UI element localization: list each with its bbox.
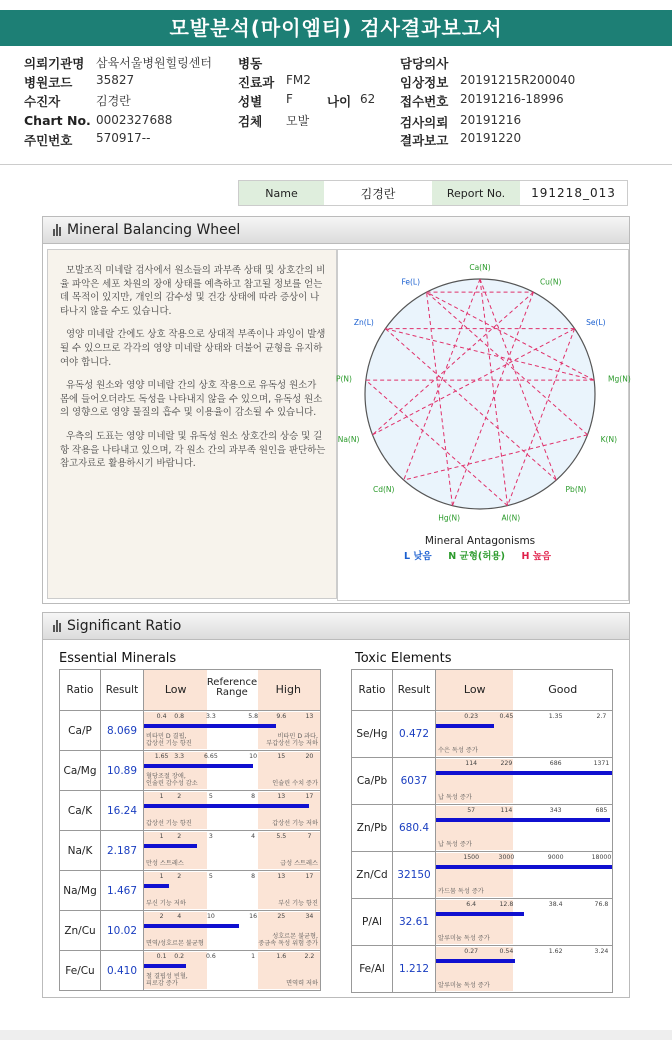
ratio-result: 680.4	[393, 805, 436, 852]
col-range	[144, 670, 321, 711]
ratio-name: Ca/Pb	[352, 758, 393, 805]
element-label: Se(L)	[586, 317, 606, 327]
doctor-label: 담당의사	[400, 56, 449, 71]
tick-label: 17	[305, 793, 314, 800]
legend-low: L 낮음	[404, 551, 432, 562]
ratio-row	[60, 751, 321, 791]
tick-label: 8	[251, 873, 256, 880]
tick-label: 0.2	[174, 953, 185, 960]
col-result: Result	[393, 670, 436, 711]
ratio-bar	[436, 724, 494, 728]
tick-label: 9000	[547, 854, 564, 861]
ratio-row	[352, 758, 613, 805]
ratio-result: 6037	[393, 758, 436, 805]
ratio-row	[60, 951, 321, 991]
tick-label: 5	[208, 873, 213, 880]
essential-table	[59, 669, 321, 991]
ratio-result: 16.24	[101, 791, 144, 831]
col-low: Low	[164, 683, 187, 696]
hospital-code-label: 병원코드	[24, 75, 73, 90]
ratio-bar-cell	[144, 791, 321, 831]
tick-label: 25	[277, 913, 286, 920]
report-date-value: 20191220	[460, 131, 522, 145]
col-good: Good	[548, 683, 578, 696]
essential-title: Essential Minerals	[59, 651, 177, 666]
tick-label: 1	[159, 833, 164, 840]
institution-label: 의뢰기관명	[24, 56, 85, 71]
tick-label: 13	[277, 793, 286, 800]
col-low: Low	[463, 683, 486, 696]
toxic-title: Toxic Elements	[355, 651, 452, 666]
chart-icon	[53, 224, 61, 236]
ratio-name: Zn/Cd	[352, 852, 393, 899]
ratio-bar-cell	[144, 751, 321, 791]
wheel-paragraph: 우측의 도표는 영양 미네랄 및 유독성 원소 상호간의 상승 및 길항 작용을 나타내고 있으며, 각 원소 간의 과부족 원인을 판단하는 참고자료로 활용하시기 바랍니다.	[60, 430, 326, 470]
ratio-name: Se/Hg	[352, 711, 393, 758]
low-note: 납 독성 증가	[438, 794, 472, 801]
col-ref: Reference Range	[206, 677, 258, 698]
tick-label: 18000	[591, 854, 612, 861]
examinee-label: 수진자	[24, 94, 61, 109]
tick-label: 1	[159, 793, 164, 800]
tick-label: 1500	[463, 854, 480, 861]
low-note: 비타민 D 결핍, 갑상선 기능 항진	[146, 733, 192, 747]
high-note: 부신 기능 항진	[278, 900, 318, 907]
ratio-name: Na/K	[60, 831, 101, 871]
ratio-row	[60, 711, 321, 751]
resident-no-label: 주민번호	[24, 133, 73, 148]
receipt-label: 접수번호	[400, 94, 449, 109]
ratio-result: 0.472	[393, 711, 436, 758]
tick-label: 7	[307, 833, 312, 840]
ratio-bar-cell	[436, 946, 613, 993]
tick-label: 685	[595, 807, 608, 814]
tick-label: 1	[251, 953, 256, 960]
ratio-bar	[436, 818, 610, 822]
ratio-result: 32150	[393, 852, 436, 899]
ratio-name: Zn/Pb	[352, 805, 393, 852]
clinical-label: 임상정보	[400, 75, 449, 90]
element-label: Mg(N)	[608, 374, 631, 384]
low-note: 알루미늄 독성 증가	[438, 935, 490, 942]
tick-label: 13	[305, 713, 314, 720]
ratio-name: Fe/Al	[352, 946, 393, 993]
element-label: P(N)	[335, 374, 352, 384]
high-note: 비타민 D 과다, 부갑상선 기능 저하	[266, 733, 318, 747]
tick-label: 57	[467, 807, 476, 814]
tick-label: 6.4	[466, 901, 477, 908]
tick-label: 5.8	[248, 713, 259, 720]
tick-label: 34	[305, 913, 314, 920]
dept-label: 진료과	[238, 75, 275, 90]
tick-label: 9.6	[276, 713, 287, 720]
tick-label: 2.7	[596, 713, 607, 720]
tick-label: 3000	[498, 854, 515, 861]
tick-label: 114	[465, 760, 478, 767]
ratio-bar	[436, 865, 612, 869]
col-high: High	[275, 683, 301, 696]
report-no-value: 191218_013	[531, 186, 616, 200]
tick-label: 0.54	[499, 948, 514, 955]
divider	[0, 164, 672, 165]
tick-label: 3.3	[174, 753, 185, 760]
tick-label: 6.65	[203, 753, 218, 760]
low-note: 카드뮴 독성 증가	[438, 888, 484, 895]
low-note: 부신 기능 저하	[146, 900, 186, 907]
tick-label: 2	[177, 873, 182, 880]
ratio-bar	[436, 771, 612, 775]
tick-label: 5	[208, 793, 213, 800]
element-label: Pb(N)	[565, 485, 587, 495]
tick-label: 0.1	[156, 953, 167, 960]
element-label: Cu(N)	[539, 277, 562, 287]
ratio-bar	[436, 959, 515, 963]
age-label: 나이	[327, 94, 352, 109]
ratio-heading	[43, 613, 629, 640]
tick-label: 76.8	[594, 901, 609, 908]
tick-label: 3.3	[205, 713, 216, 720]
ratio-result: 32.61	[393, 899, 436, 946]
ratio-bar-cell	[144, 871, 321, 911]
age-value: 62	[360, 92, 376, 106]
tick-label: 1.6	[276, 953, 287, 960]
ratio-bar-cell	[144, 951, 321, 991]
high-note: 성호르몬 불균형, 중금속 독성 위험 증가	[258, 933, 318, 947]
tick-label: 2	[177, 833, 182, 840]
tick-label: 8	[251, 793, 256, 800]
ratio-bar	[144, 924, 239, 928]
chart-icon	[53, 620, 61, 632]
request-value: 20191216	[460, 113, 522, 127]
element-label: Ca(N)	[469, 263, 491, 272]
tick-label: 4	[177, 913, 182, 920]
ratio-row	[60, 911, 321, 951]
ratio-bar	[144, 884, 169, 888]
col-ratio: Ratio	[352, 670, 393, 711]
tick-label: 0.8	[174, 713, 185, 720]
tick-label: 3	[208, 833, 213, 840]
wheel-description	[47, 249, 337, 599]
ratio-bar	[144, 844, 197, 848]
element-label: Zn(L)	[353, 317, 374, 327]
wheel-legend	[404, 548, 551, 562]
ratio-row	[352, 805, 613, 852]
tick-label: 3.24	[594, 948, 609, 955]
ratio-row	[60, 831, 321, 871]
sex-label: 성별	[238, 94, 263, 109]
ratio-row	[60, 871, 321, 911]
ratio-row	[352, 711, 613, 758]
tick-label: 20	[305, 753, 314, 760]
tick-label: 686	[549, 760, 562, 767]
ratio-bar	[144, 764, 253, 768]
dept-value: FM2	[286, 73, 311, 87]
ratio-bar-cell	[144, 831, 321, 871]
wheel-paragraph: 유독성 원소와 영양 미네랄 간의 상호 작용으로 유독성 원소가 몸에 들어오더라도 독성을 나타내지 않을 수 있으며, 유독성 원소의 영향으로 영양 물질의 흡수 및 이용율이 감소될 수 있습니다.	[60, 380, 323, 419]
tick-label: 5.5	[276, 833, 287, 840]
ratio-row	[352, 899, 613, 946]
chart-no-value: 0002327688	[96, 113, 173, 127]
wheel-diagram	[337, 249, 629, 601]
tick-label: 229	[500, 760, 513, 767]
col-ratio: Ratio	[60, 670, 101, 711]
tick-label: 4	[251, 833, 256, 840]
wheel-heading-text: Mineral Balancing Wheel	[67, 222, 241, 238]
institution-value: 삼육서울병원힐링센터	[96, 56, 212, 70]
ratio-section	[42, 612, 630, 998]
wheel-paragraph: 영양 미네랄 간에도 상호 작용으로 상대적 부족이나 과잉이 발생될 수 있으므로 각각의 영양 미네랄 상태와 더불어 균형을 유지하여야 합니다.	[60, 329, 326, 368]
ratio-row	[60, 791, 321, 831]
ratio-bar	[144, 964, 186, 968]
tick-label: 0.23	[464, 713, 479, 720]
examinee-value: 김경란	[96, 94, 131, 108]
report-date-label: 결과보고	[400, 133, 449, 148]
element-label: Cd(N)	[372, 485, 395, 495]
ratio-bar-cell	[436, 758, 613, 805]
col-result: Result	[101, 670, 144, 711]
tick-label: 0.27	[464, 948, 479, 955]
legend-high: H 높음	[521, 551, 552, 562]
tick-label: 10	[249, 753, 258, 760]
wheel-section	[42, 216, 630, 604]
hospital-code-value: 35827	[96, 73, 135, 87]
tick-label: 1	[159, 873, 164, 880]
wheel-paragraph: 모발조직 미네랄 검사에서 원소들의 과부족 상태 및 상호간의 비율 파악은 세포 차원의 장애 상태를 예측하고 참고될 정보를 얻는데 목적이 있지만, 개인의 감수성 및 건강 상태에 따라 증상이 나타나지 않을 수도 있습니다.	[60, 265, 326, 317]
tick-label: 12.8	[499, 901, 514, 908]
tick-label: 2.2	[304, 953, 315, 960]
receipt-value: 20191216-18996	[460, 92, 564, 106]
ratio-result: 0.410	[101, 951, 144, 991]
low-note: 면역/성호르몬 불균형	[146, 940, 204, 947]
tick-label: 10	[206, 913, 215, 920]
low-note: 알루미늄 독성 증가	[438, 982, 490, 989]
high-note: 인슐린 수치 증가	[272, 780, 318, 787]
tick-label: 343	[549, 807, 562, 814]
low-note: 수은 독성 증가	[438, 747, 478, 754]
element-label: Hg(N)	[438, 513, 461, 523]
tick-label: 2	[159, 913, 164, 920]
element-label: K(N)	[600, 435, 618, 445]
low-note: 갑상선 기능 항진	[146, 820, 192, 827]
low-note: 철 결핍성 빈혈, 피로감 증가	[146, 973, 188, 987]
tick-label: 0.6	[205, 953, 216, 960]
ratio-bar-cell	[144, 911, 321, 951]
tick-label: 15	[277, 753, 286, 760]
tick-label: 2	[177, 793, 182, 800]
tick-label: 1.62	[548, 948, 563, 955]
element-label: Fe(L)	[401, 277, 421, 287]
ratio-name: Zn/Cu	[60, 911, 101, 951]
low-note: 혈당조절 장애, 인슐린 감수성 감소	[146, 773, 198, 787]
report-no-label: Report No.	[432, 181, 520, 205]
ratio-result: 8.069	[101, 711, 144, 751]
tick-label: 1371	[593, 760, 610, 767]
name-box	[238, 180, 628, 206]
chart-no-label: Chart No.	[24, 113, 91, 128]
high-note: 급성 스트레스	[280, 860, 318, 867]
element-label: Na(N)	[337, 435, 360, 445]
ratio-bar-cell	[144, 711, 321, 751]
specimen-value: 모발	[286, 114, 310, 128]
high-note: 면역력 저하	[286, 980, 318, 987]
specimen-label: 검체	[238, 114, 263, 129]
sex-value: F	[286, 92, 293, 106]
ratio-result: 10.89	[101, 751, 144, 791]
ratio-name: Na/Mg	[60, 871, 101, 911]
tick-label: 114	[500, 807, 513, 814]
tick-label: 0.45	[499, 713, 514, 720]
tick-label: 17	[305, 873, 314, 880]
resident-no-value: 570917--	[96, 131, 151, 145]
tick-label: 16	[249, 913, 258, 920]
ward-label: 병동	[238, 56, 263, 71]
ratio-result: 2.187	[101, 831, 144, 871]
ratio-result: 1.467	[101, 871, 144, 911]
col-range	[436, 670, 613, 711]
ratio-name: Fe/Cu	[60, 951, 101, 991]
tick-label: 38.4	[548, 901, 563, 908]
toxic-table	[351, 669, 613, 993]
ratio-bar-cell	[436, 899, 613, 946]
ratio-row	[352, 852, 613, 899]
tick-label: 1.65	[154, 753, 169, 760]
legend-normal: N 균형(허용)	[448, 551, 505, 562]
ratio-name: Ca/Mg	[60, 751, 101, 791]
ratio-bar-cell	[436, 711, 613, 758]
ratio-result: 10.02	[101, 911, 144, 951]
report-title: 모발분석(마이엠티) 검사결과보고서	[0, 10, 672, 46]
ratio-bar-cell	[436, 852, 613, 899]
name-value: 김경란	[360, 186, 396, 201]
wheel-circle	[365, 279, 595, 509]
element-label: Al(N)	[501, 513, 521, 523]
ratio-bar	[144, 724, 276, 728]
ratio-result: 1.212	[393, 946, 436, 993]
ratio-bar	[436, 912, 524, 916]
ratio-bar	[144, 804, 309, 808]
tick-label: 0.4	[156, 713, 167, 720]
low-note: 납 독성 증가	[438, 841, 472, 848]
tick-label: 1.35	[548, 713, 563, 720]
ratio-row	[352, 946, 613, 993]
wheel-caption: Mineral Antagonisms	[424, 535, 536, 547]
tick-label: 13	[277, 873, 286, 880]
ratio-heading-text: Significant Ratio	[67, 618, 182, 634]
clinical-value: 20191215R200040	[460, 73, 576, 87]
ratio-bar-cell	[436, 805, 613, 852]
name-label: Name	[239, 181, 324, 205]
request-label: 검사의뢰	[400, 115, 449, 130]
high-note: 갑상선 기능 저하	[272, 820, 318, 827]
ratio-name: Ca/K	[60, 791, 101, 831]
ratio-name: Ca/P	[60, 711, 101, 751]
wheel-heading	[43, 217, 629, 244]
low-note: 만성 스트레스	[146, 860, 184, 867]
ratio-name: P/Al	[352, 899, 393, 946]
